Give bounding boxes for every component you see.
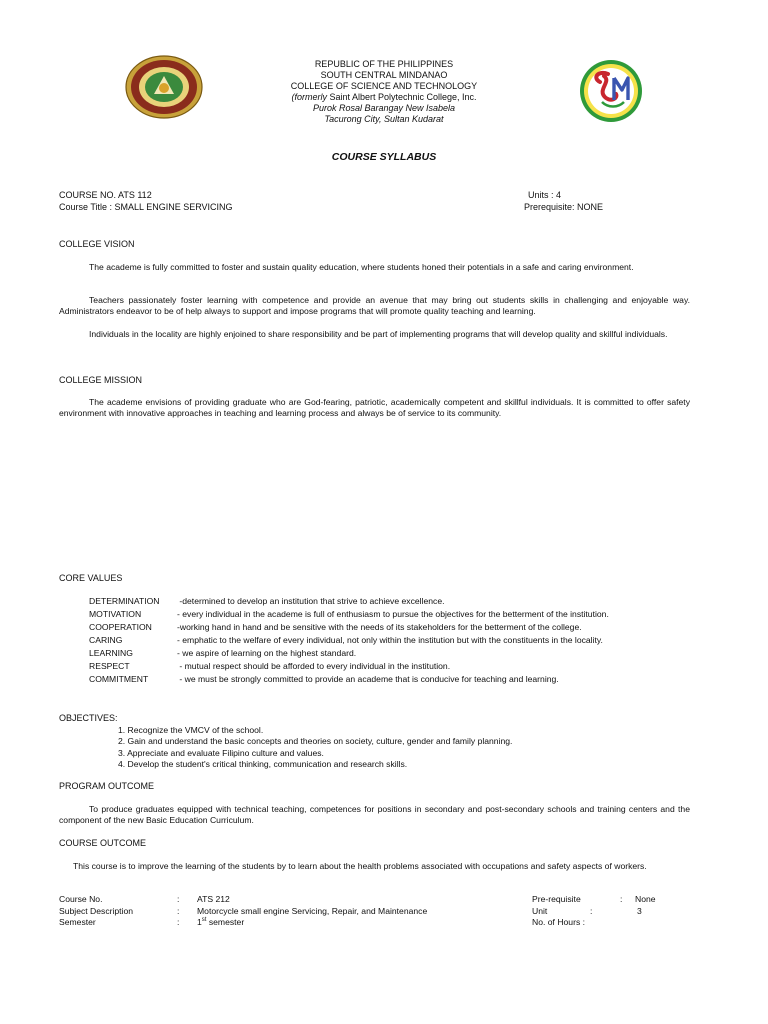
- prerequisite: Prerequisite: NONE: [524, 202, 604, 212]
- former-name: Saint Albert Polytechnic College, Inc.: [326, 92, 477, 102]
- colon: :: [620, 894, 623, 904]
- formerly-text: (formerly: [291, 92, 327, 102]
- objective-item: 2. Gain and understand the basic concepts and theories on society, culture, gender and family planning.: [118, 736, 513, 747]
- core-value-desc: - we aspire of learning on the highest standard.: [177, 648, 357, 658]
- core-value-desc: - we must be strongly committed to provide an academe that is conducive for teaching and learning.: [177, 674, 559, 684]
- objective-item: 4. Develop the student's critical thinking, communication and research skills.: [118, 758, 408, 769]
- colon: :: [177, 906, 180, 916]
- objectives-heading: OBJECTIVES:: [59, 713, 118, 723]
- hours-label: No. of Hours :: [532, 917, 586, 927]
- course-header-left: [59, 189, 233, 213]
- core-value-desc: - mutual respect should be afforded to every individual in the institution.: [177, 661, 451, 671]
- course-outcome-text: This course is to improve the learning of the students by to learn about the health problems associated with occupations and safety aspects of workers.: [73, 861, 647, 871]
- core-value-desc: - every individual in the academe is full of enthusiasm to pursue the objectives for the betterment of the institution.: [177, 609, 609, 619]
- semester-suffix: st: [201, 917, 207, 924]
- core-value-desc: -determined to develop an institution that strive to achieve excellence.: [177, 596, 445, 606]
- semester-number: 1: [197, 917, 202, 927]
- core-value-row: [89, 596, 445, 606]
- core-value-row: [89, 648, 356, 658]
- core-value-name: COOPERATION: [89, 622, 152, 632]
- core-value-desc: -working hand in hand and be sensitive with the needs of its stakeholders for the betterment of the college.: [177, 622, 582, 632]
- core-value-name: MOTIVATION: [89, 609, 142, 619]
- prerequisite-label: Pre-requisite: [532, 894, 581, 904]
- colon: :: [177, 894, 180, 904]
- colon: :: [590, 906, 593, 916]
- units: Units : 4: [528, 190, 562, 200]
- core-value-name: CARING: [89, 635, 123, 645]
- vision-text-1: The academe is fully committed to foster and sustain quality education, where students honed their potentials in a safe and caring environment.: [89, 262, 634, 272]
- objective-item: 1. Recognize the VMCV of the school.: [118, 725, 264, 735]
- core-values-heading: CORE VALUES: [59, 573, 123, 583]
- mission-heading: COLLEGE MISSION: [59, 375, 143, 385]
- objectives-list: [118, 725, 512, 770]
- course-outcome-paragraph: [59, 861, 690, 872]
- course-outcome-heading: COURSE OUTCOME: [59, 838, 147, 848]
- course-no-label: Course No.: [59, 894, 103, 904]
- unit-label: Unit: [532, 906, 548, 916]
- program-outcome-heading: PROGRAM OUTCOME: [59, 781, 155, 791]
- course-header-right: [524, 189, 603, 213]
- institution-header: [200, 59, 568, 125]
- header-line-region: SOUTH CENTRAL MINDANAO: [320, 70, 448, 80]
- vision-heading: COLLEGE VISION: [59, 239, 135, 249]
- semester-label: Semester: [59, 917, 96, 927]
- header-line-formerly: [200, 92, 568, 103]
- vision-paragraph-1: [59, 262, 690, 273]
- sm-logo: [578, 58, 644, 124]
- colon: :: [177, 917, 180, 927]
- core-value-name: COMMITMENT: [89, 674, 149, 684]
- unit-value: 3: [637, 906, 642, 916]
- college-seal-logo: [124, 54, 204, 120]
- subject-description-label: Subject Description: [59, 906, 134, 916]
- core-value-name: RESPECT: [89, 661, 130, 671]
- mission-paragraph: [59, 397, 690, 419]
- mission-text: The academe envisions of providing graduate who are God-fearing, patriotic, academically competent and skillful individuals. It is committed to offer safety environment with innovative approaches in teaching and learning process and always be of service to its community.: [59, 397, 690, 418]
- vision-paragraph-3: [59, 329, 690, 340]
- course-no: COURSE NO. ATS 112: [59, 190, 152, 200]
- semester-value: [197, 917, 244, 927]
- header-line-republic: REPUBLIC OF THE PHILIPPINES: [314, 59, 454, 69]
- core-value-desc: - emphatic to the welfare of every individual, not only within the institution but with the constituents in the locality.: [177, 635, 603, 645]
- subject-description-value: Motorcycle small engine Servicing, Repair, and Maintenance: [197, 906, 428, 916]
- vision-text-3: Individuals in the locality are highly enjoined to share responsibility and be part of implementing programs that will develop quality and skillful individuals.: [89, 329, 668, 339]
- objective-item: 3. Appreciate and evaluate Filipino culture and values.: [118, 747, 324, 758]
- program-outcome-paragraph: [59, 804, 690, 826]
- semester-text: semester: [206, 917, 245, 927]
- core-value-row: [89, 661, 450, 671]
- core-value-row: [89, 622, 582, 632]
- course-no-value: ATS 212: [197, 894, 230, 904]
- core-value-row: [89, 609, 609, 619]
- core-value-name: DETERMINATION: [89, 596, 160, 606]
- header-line-address: Purok Rosal Barangay New Isabela: [312, 103, 456, 113]
- page-title: COURSE SYLLABUS: [331, 151, 437, 163]
- course-title: Course Title : SMALL ENGINE SERVICING: [59, 202, 233, 212]
- core-value-row: [89, 635, 603, 645]
- header-line-city: Tacurong City, Sultan Kudarat: [324, 114, 444, 124]
- prerequisite-value: None: [635, 894, 656, 904]
- vision-text-2: Teachers passionately foster learning with competence and provide an avenue that may bring out students skills in challenging and enjoyable way. Administrators endeavor to be of help always to support and impose programs that will promote quality teaching and learning.: [59, 295, 690, 316]
- core-value-row: [89, 674, 559, 684]
- vision-paragraph-2: [59, 295, 690, 317]
- header-line-college: COLLEGE OF SCIENCE AND TECHNOLOGY: [290, 81, 478, 91]
- program-outcome-text: To produce graduates equipped with technical teaching, competences for positions in secondary and post-secondary schools and training centers and the component of the new Basic Education Curriculum.: [59, 804, 690, 825]
- core-value-name: LEARNING: [89, 648, 133, 658]
